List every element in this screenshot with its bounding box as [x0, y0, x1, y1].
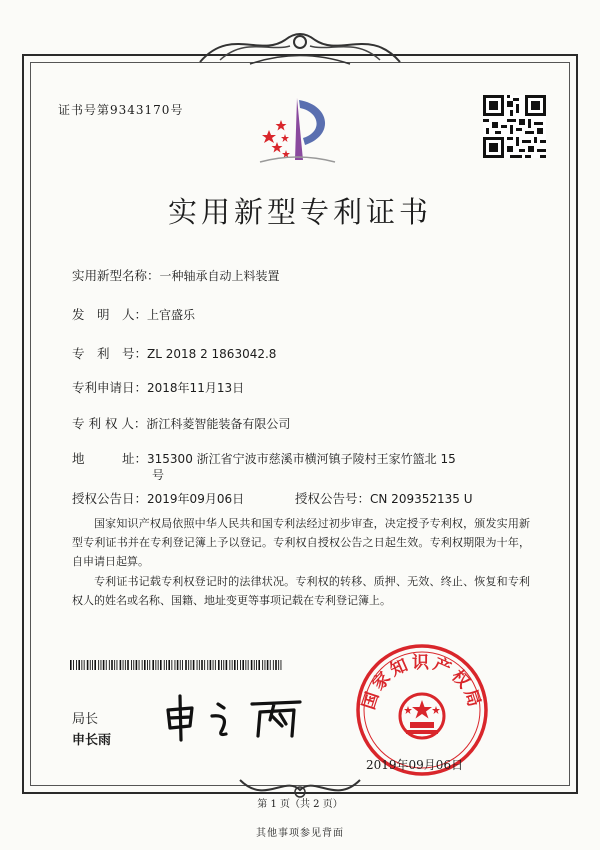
application-date-label: 专利申请日：	[72, 380, 148, 395]
inventor-label: 发 明 人：	[72, 307, 148, 322]
inventor-field	[72, 305, 195, 323]
application-date-field	[72, 378, 244, 396]
seal-date: 2019年09月06日	[366, 758, 464, 772]
patent-number-label: 专 利 号：	[72, 346, 148, 361]
certificate-number: 证书号第9343170号	[58, 103, 184, 117]
top-ornament	[190, 22, 410, 72]
grant-date-label: 授权公告日：	[72, 491, 148, 506]
qr-code	[483, 95, 546, 158]
publication-number-label: 授权公告号：	[295, 491, 371, 506]
patentee-value: 浙江科菱智能装备有限公司	[146, 417, 291, 431]
certificate-title: 实用新型专利证书	[167, 195, 432, 229]
footer-note: 其他事项参见背面	[256, 828, 344, 839]
signatory-title: 局长	[72, 712, 99, 727]
address-value: 315300 浙江省宁波市慈溪市横河镇子陵村王家竹篮北 15	[147, 452, 456, 466]
grant-date-field	[72, 489, 244, 507]
page-number: 第 1 页（共 2 页）	[257, 799, 343, 810]
utility-model-name-value: 一种轴承自动上料装置	[159, 269, 280, 283]
barcode	[70, 660, 285, 670]
handwritten-signature	[160, 690, 310, 745]
inventor-value: 上官盛乐	[147, 308, 196, 322]
grant-paragraph: 国家知识产权局依照中华人民共和国专利法经过初步审查，决定授予专利权，颁发实用新型专利证书并在专利登记簿上予以登记。专利权自授权公告之日起生效。专利权期限为十年，自申请日起算。	[72, 517, 530, 568]
address-field	[72, 449, 456, 467]
cnipa-logo	[255, 90, 340, 170]
signatory-name: 申长雨	[72, 733, 112, 748]
patentee-field	[72, 414, 290, 432]
patent-number-field	[72, 344, 276, 362]
patentee-label: 专 利 权 人：	[72, 416, 147, 431]
legal-status-paragraph: 专利证书记载专利权登记时的法律状况。专利权的转移、质押、无效、终止、恢复和专利权人的姓名或名称、国籍、地址变更等事项记载在专利登记簿上。	[72, 575, 530, 607]
seal-text: 国家知识产权局	[359, 653, 485, 713]
publication-number-value: CN 209352135 U	[370, 492, 473, 506]
utility-model-name-field	[72, 266, 280, 284]
address-label: 地 址：	[72, 451, 148, 466]
utility-model-name-label: 实用新型名称：	[72, 268, 160, 283]
grant-date-value: 2019年09月06日	[147, 492, 245, 506]
address-value-continued: 号	[152, 468, 165, 482]
application-date-value: 2018年11月13日	[147, 381, 245, 395]
publication-number-field	[295, 489, 473, 507]
patent-number-value: ZL 2018 2 1863042.8	[147, 347, 277, 361]
